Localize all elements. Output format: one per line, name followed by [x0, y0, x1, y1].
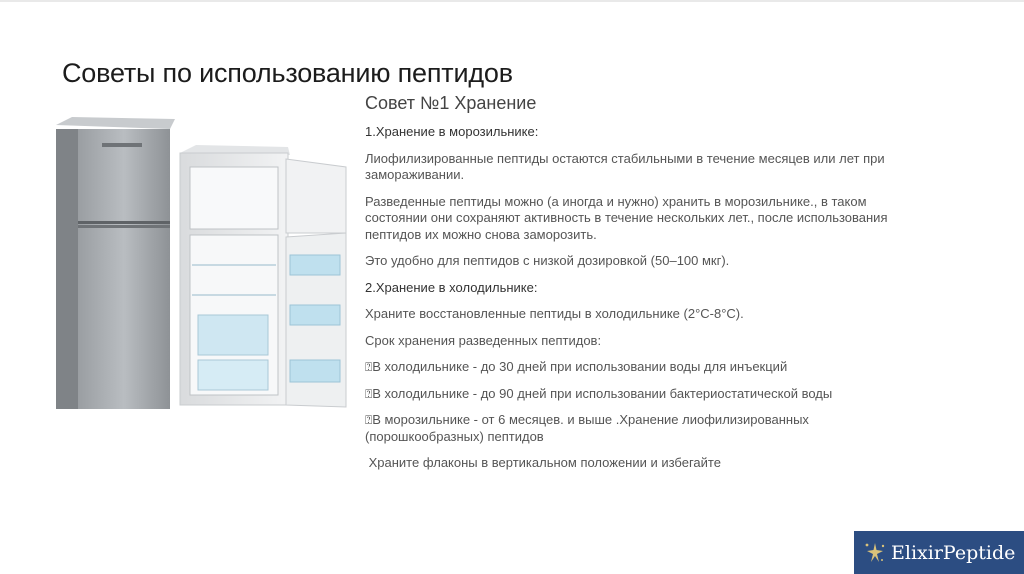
list-item-text: В морозильнике - от 6 месяцев. и выше .Хранение лиофилизированных (порошкообразных) пептидов [365, 412, 809, 444]
paragraph: Это удобно для пептидов с низкой дозировкой (50–100 мкг). [365, 253, 730, 268]
stars-icon [864, 542, 886, 564]
refrigerator-icon [50, 115, 360, 415]
section-heading-fridge: 2.Хранение в холодильнике: [365, 279, 538, 295]
list-item [365, 386, 925, 403]
list-item [365, 412, 925, 445]
bullet-icon: ⍰ [365, 360, 373, 374]
paragraph: Лиофилизированные пептиды остаются стабильными в течение месяцев или лет при замораживании. [365, 150, 885, 182]
paragraph: Разведенные пептиды можно (а иногда и нужно) хранить в морозильнике., в таком состоянии они сохраняют активность в течение нескольких лет., после использования пептидов их можно снова заморозить. [365, 193, 888, 242]
list-item-text: В холодильнике - до 90 дней при использовании бактериостатической воды [372, 385, 833, 401]
paragraph: Храните восстановленные пептиды в холодильнике (2°C-8°C). [365, 306, 744, 321]
slide-title: Советы по использованию пептидов [62, 58, 513, 88]
logo-text: ElixirPeptide [891, 541, 1016, 564]
bullet-icon: ⍰ [365, 386, 373, 401]
list-item-text: В холодильнике - до 30 дней при использовании воды для инъекций [372, 359, 788, 374]
refrigerator-image [50, 115, 360, 415]
slide-subtitle: Совет №1 Хранение [365, 93, 537, 113]
top-divider [0, 0, 1024, 2]
bullet-icon: ⍰ [365, 413, 373, 427]
list-item [365, 359, 925, 376]
slide-content [365, 93, 925, 482]
section-heading-freezer: 1.Хранение в морозильнике: [365, 124, 539, 139]
paragraph: Храните флаконы в вертикальном положении и избегайте [365, 455, 721, 470]
elixirpeptide-logo [854, 531, 1024, 574]
paragraph: Срок хранения разведенных пептидов: [365, 332, 602, 348]
